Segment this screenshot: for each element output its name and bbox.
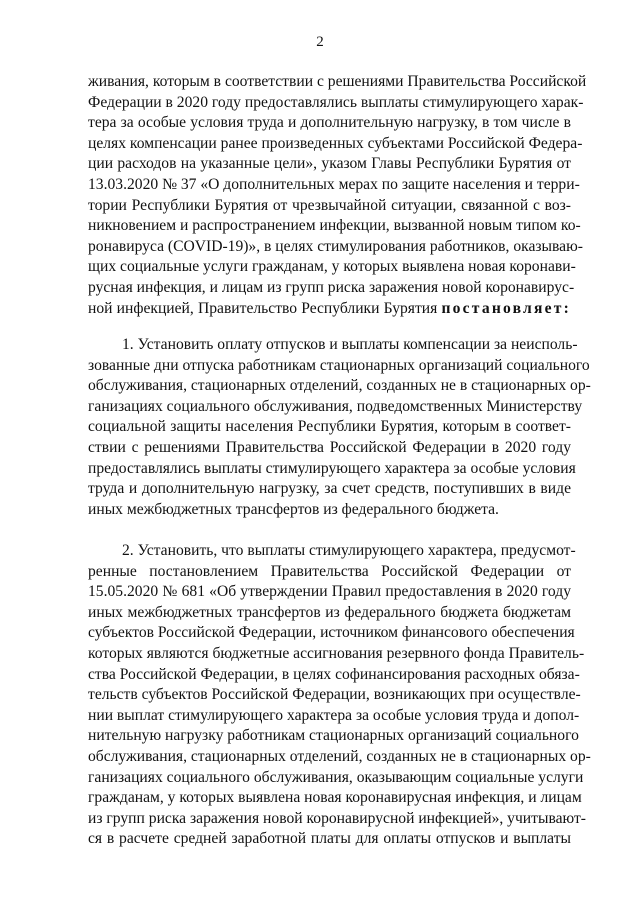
text-line: зованные дни отпуска работникам стационарных организаций социального (88, 356, 590, 374)
text-line: никновением и распространением инфекции, вызванной новым типом ко- (88, 217, 581, 235)
text-line: ронавируса (COVID-19)», в целях стимулирования работников, оказываю- (88, 237, 583, 255)
text-line: живания, которым в соответствии с решениями Правительства Российской (88, 73, 587, 90)
resolution-text: ной инфекцией, Правительство Республики Бурятия (88, 299, 438, 317)
text-line: обслуживания, стационарных отделений, созданных не в стационарных ор- (88, 747, 591, 765)
text-line: 1. Установить оплату отпусков и выплаты компенсации за неисполь- (122, 336, 578, 353)
text-line: субъектов Российской Федерации, источником финансового обеспечения (88, 624, 575, 642)
text-line: нии выплат стимулирующего характера за особые условия труда и допол- (88, 706, 580, 724)
text-line: русная инфекция, и лицам из групп риска заражения новой коронавирус- (88, 278, 575, 296)
resolution-keyword: постановляет: (441, 299, 571, 317)
text-line: ствии с решениями Правительства Российской Федерации в 2020 году (88, 438, 571, 456)
text-line: обслуживания, стационарных отделений, созданных не в стационарных ор- (88, 377, 591, 395)
text-line: из групп риска заражения новой коронавирусной инфекцией», учитывают- (88, 809, 586, 827)
text-line: ганизациях социального обслуживания, подведомственных Министерству (88, 397, 583, 415)
text-line: которых являются бюджетные ассигнования резервного фонда Правитель- (88, 644, 585, 662)
text-line: Федерации в 2020 году предоставлялись выплаты стимулирующего харак- (88, 93, 584, 111)
text-line: ренные постановлением Правительства Российской Федерации от (88, 562, 571, 580)
paragraph-item-1 (88, 335, 591, 520)
text-line: 2. Установить, что выплаты стимулирующего характера, предусмот- (122, 542, 576, 559)
text-line: иных межбюджетных трансфертов из федерального бюджета. (88, 500, 499, 518)
text-line: тера за особые условия труда и дополнительную нагрузку, в том числе в (88, 114, 571, 132)
text-line: предоставлялись выплаты стимулирующего характера за особые условия (88, 459, 576, 477)
text-line: гражданам, у которых выявлена новая коронавирусная инфекция, и лицам (88, 789, 582, 807)
paragraph-preamble (88, 72, 587, 319)
text-line: ства Российской Федерации, в целях софинансирования расходных обяза- (88, 665, 580, 683)
text-line: нительную нагрузку работникам стационарных организаций социального (88, 727, 579, 745)
text-line: тории Республики Бурятия от чрезвычайной ситуации, связанной с воз- (88, 196, 571, 214)
page-number: 2 (316, 34, 324, 50)
text-line: труда и дополнительную нагрузку, за счет средств, поступивших в виде (88, 480, 571, 498)
text-line: ся в расчете средней заработной платы для оплаты отпусков и выплаты (88, 830, 571, 848)
text-line: щих социальные услуги гражданам, у которых выявлена новая коронави- (88, 258, 576, 276)
text-line: иных межбюджетных трансфертов из федерального бюджета бюджетам (88, 603, 571, 621)
text-line: 15.05.2020 № 681 «Об утверждении Правил предоставления в 2020 году (88, 583, 571, 601)
paragraph-item-2 (88, 541, 591, 850)
text-line: 13.03.2020 № 37 «О дополнительных мерах по защите населения и терри- (88, 175, 580, 193)
text-line: тельств субъектов Российской Федерации, возникающих при осуществле- (88, 686, 581, 704)
text-line: ганизациях социального обслуживания, оказывающим социальные услуги (88, 768, 584, 786)
text-line-resolution (88, 299, 571, 320)
text-line: ции расходов на указанные цели», указом Главы Республики Бурятия от (88, 155, 571, 173)
text-line: социальной защиты населения Республики Бурятия, которым в соответ- (88, 418, 571, 436)
text-line: целях компенсации ранее произведенных субъектами Российской Федера- (88, 134, 583, 152)
